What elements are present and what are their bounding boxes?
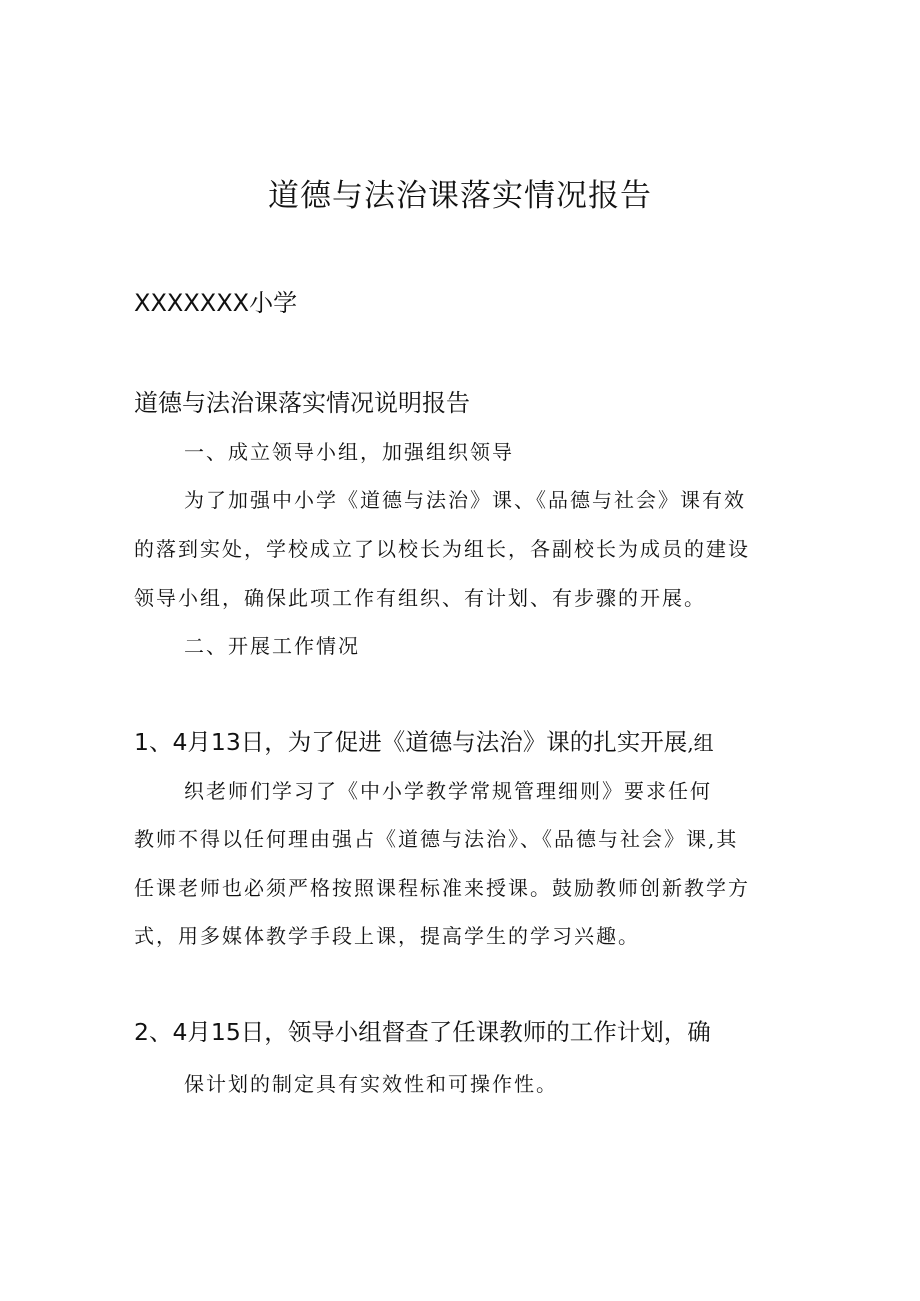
item1-lead (134, 723, 714, 757)
section2-heading: 二、开展工作情况 (184, 634, 360, 658)
section1-heading: 一、成立领导小组，加强组织领导 (184, 440, 514, 464)
section1-line: 的落到实处，学校成立了以校长为组长，各副校长为成员的建设 (134, 537, 750, 561)
item1-lead-text: 1、4月13日，为了促进《道德与法治》课的扎实开展 (134, 728, 688, 756)
item1-line: 任课老师也必须严格按照课程标准来授课。鼓励教师创新教学方 (134, 876, 750, 900)
item1-line: 教师不得以任何理由强占《道德与法治》、《品德与社会》课,其 (134, 827, 739, 851)
item2-line: 保计划的制定具有实效性和可操作性。 (184, 1072, 558, 1096)
section1-line: 领导小组，确保此项工作有组织、有计划、有步骤的开展。 (134, 586, 706, 610)
document-title: 道德与法治课落实情况报告 (268, 178, 652, 214)
report-subtitle: 道德与法治课落实情况说明报告 (134, 389, 470, 417)
item1-lead-tail: ,组 (687, 731, 714, 755)
school-name: XXXXXXX小学 (134, 289, 298, 317)
section1-line: 为了加强中小学《道德与法治》课、《品德与社会》课有效 (184, 488, 746, 512)
item1-line: 式，用多媒体教学手段上课，提高学生的学习兴趣。 (134, 924, 640, 948)
item2-lead: 2、4月15日，领导小组督查了任课教师的工作计划，确 (134, 1018, 711, 1046)
item1-line: 织老师们学习了《中小学教学常规管理细则》要求任何 (184, 779, 712, 803)
